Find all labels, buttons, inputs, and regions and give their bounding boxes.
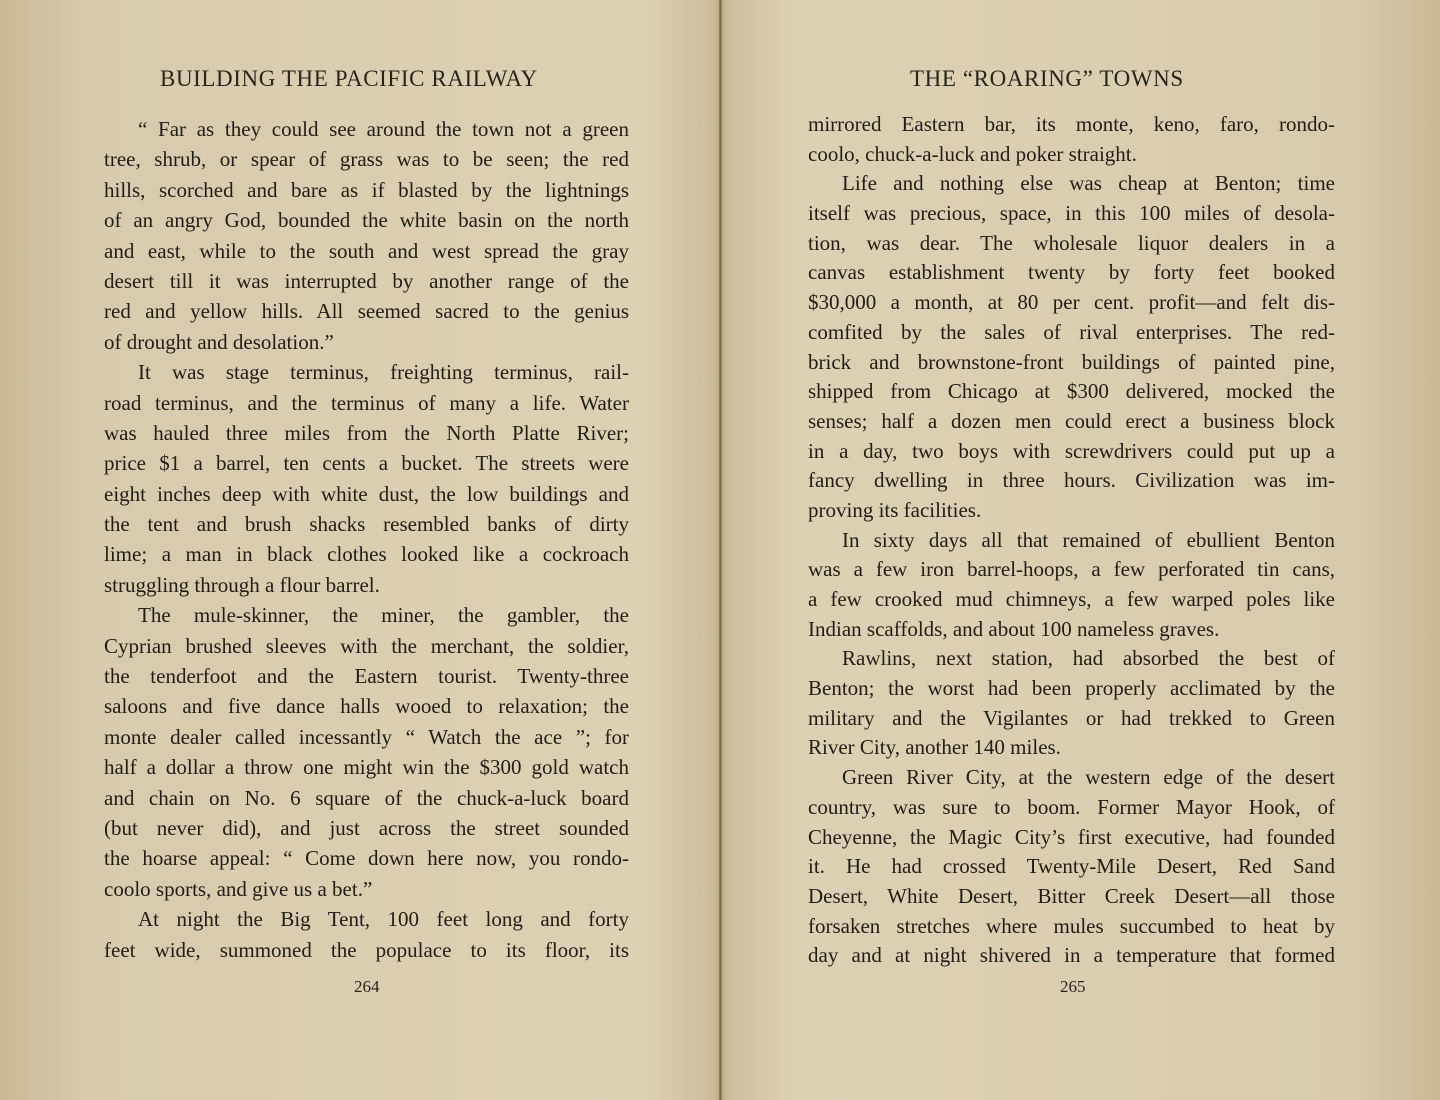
text-line: eight inches deep with white dust, the low buildings and xyxy=(104,481,629,506)
right-page-body xyxy=(808,110,1335,971)
text-line: proving its facilities. xyxy=(808,497,982,522)
text-line: comfited by the sales of rival enterprises. The red- xyxy=(808,319,1335,344)
text-line: Cheyenne, the Magic City’s first executive, had founded xyxy=(808,824,1335,849)
left-page-body xyxy=(104,114,629,965)
text-line: forsaken stretches where mules succumbed to heat by xyxy=(808,913,1335,938)
text-line: coolo, chuck-a-luck and poker straight. xyxy=(808,141,1137,166)
text-line: (but never did), and just across the street sounded xyxy=(104,815,629,840)
text-line: Cyprian brushed sleeves with the merchant, the soldier, xyxy=(104,633,629,658)
text-line: Desert, White Desert, Bitter Creek Desert—all those xyxy=(808,883,1335,908)
text-line: it. He had crossed Twenty-Mile Desert, Red Sand xyxy=(808,854,1335,879)
text-line: monte dealer called incessantly “ Watch the ace ”; for xyxy=(104,724,629,749)
text-line: itself was precious, space, in this 100 miles of desola- xyxy=(808,201,1335,226)
text-line: senses; half a dozen men could erect a business block xyxy=(808,408,1335,433)
text-line: was a few iron barrel-hoops, a few perforated tin cans, xyxy=(808,557,1335,582)
text-line: saloons and five dance halls wooed to relaxation; the xyxy=(104,694,629,719)
text-line: price $1 a barrel, ten cents a bucket. The streets were xyxy=(104,451,629,476)
text-line: It was stage terminus, freighting terminus, rail- xyxy=(138,360,629,385)
text-line: brick and brownstone-front buildings of painted pine, xyxy=(808,349,1335,374)
text-line: struggling through a flour barrel. xyxy=(104,572,380,597)
text-line: the tenderfoot and the Eastern tourist. Twenty-three xyxy=(104,664,629,689)
text-line: desert till it was interrupted by another range of the xyxy=(104,268,629,293)
text-line: fancy dwelling in three hours. Civilization was im- xyxy=(808,468,1335,493)
text-line: of an angry God, bounded the white basin on the north xyxy=(104,208,629,233)
text-line: hills, scorched and bare as if blasted by the lightnings xyxy=(104,177,629,202)
text-line: tree, shrub, or spear of grass was to be seen; the red xyxy=(104,147,629,172)
right-page xyxy=(720,0,1440,1100)
text-line: country, was sure to boom. Former Mayor Hook, of xyxy=(808,794,1335,819)
text-line: day and at night shivered in a temperature that formed xyxy=(808,943,1335,968)
text-line: coolo sports, and give us a bet.” xyxy=(104,876,373,901)
left-page-number: 264 xyxy=(354,977,380,996)
text-line: the hoarse appeal: “ Come down here now, you rondo- xyxy=(104,846,629,871)
text-line: Benton; the worst had been properly acclimated by the xyxy=(808,676,1335,701)
text-line: Rawlins, next station, had absorbed the best of xyxy=(842,646,1335,671)
text-line: feet wide, summoned the populace to its floor, its xyxy=(104,937,629,962)
text-line: $30,000 a month, at 80 per cent. profit—and felt dis- xyxy=(808,290,1335,315)
text-line: mirrored Eastern bar, its monte, keno, faro, rondo- xyxy=(808,112,1335,136)
text-line: of drought and desolation.” xyxy=(104,329,334,354)
right-running-head: THE “ROARING” TOWNS xyxy=(910,66,1184,91)
text-line: military and the Vigilantes or had trekked to Green xyxy=(808,705,1335,730)
text-line: In sixty days all that remained of ebullient Benton xyxy=(842,527,1335,552)
right-page-number: 265 xyxy=(1060,977,1086,996)
text-line: a few crooked mud chimneys, a few warped poles like xyxy=(808,587,1335,611)
text-line: half a dollar a throw one might win the $300 gold watch xyxy=(104,755,629,780)
text-line: canvas establishment twenty by forty feet booked xyxy=(808,260,1335,285)
text-line: red and yellow hills. All seemed sacred to the genius xyxy=(104,299,629,324)
text-line: “ Far as they could see around the town not a green xyxy=(138,117,629,141)
text-line: tion, was dear. The wholesale liquor dealers in a xyxy=(808,230,1335,255)
text-line: Indian scaffolds, and about 100 nameless graves. xyxy=(808,616,1220,641)
text-line: River City, another 140 miles. xyxy=(808,735,1061,760)
text-line: was hauled three miles from the North Platte River; xyxy=(104,420,629,445)
text-line: Life and nothing else was cheap at Benton; time xyxy=(842,171,1335,196)
left-running-head: BUILDING THE PACIFIC RAILWAY xyxy=(160,66,538,91)
text-line: Green River City, at the western edge of the desert xyxy=(842,765,1335,790)
text-line: the tent and brush shacks resembled banks of dirty xyxy=(104,512,629,537)
text-line: in a day, two boys with screwdrivers could put up a xyxy=(808,438,1335,463)
text-line: The mule-skinner, the miner, the gambler, the xyxy=(138,603,629,628)
text-line: and chain on No. 6 square of the chuck-a-luck board xyxy=(104,785,629,810)
text-line: road terminus, and the terminus of many a life. Water xyxy=(104,390,629,415)
text-line: lime; a man in black clothes looked like a cockroach xyxy=(104,542,629,567)
text-line: shipped from Chicago at $300 delivered, mocked the xyxy=(808,379,1335,404)
text-line: and east, while to the south and west spread the gray xyxy=(104,238,629,263)
text-line: At night the Big Tent, 100 feet long and forty xyxy=(138,907,629,932)
